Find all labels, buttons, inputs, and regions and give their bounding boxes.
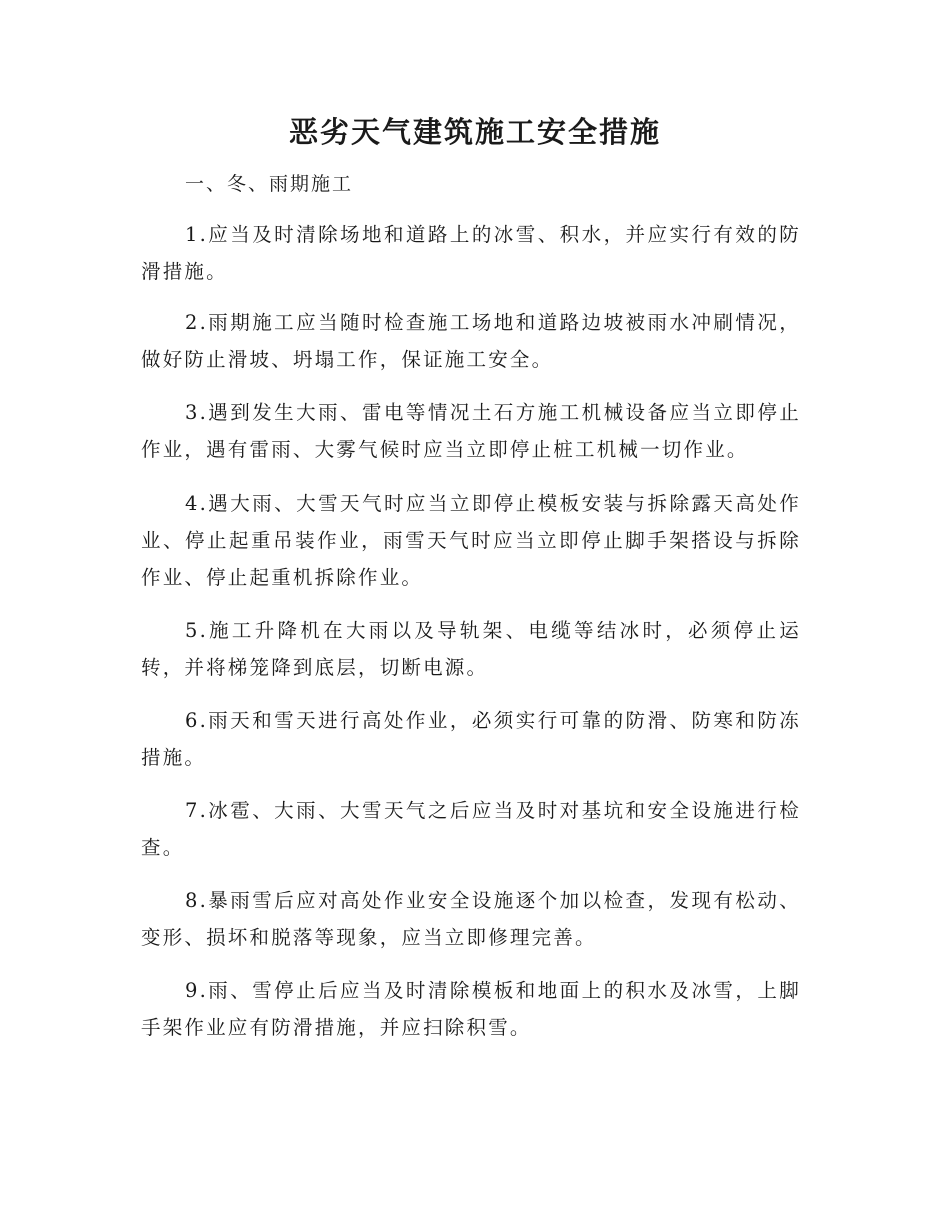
paragraph-2: 2.雨期施工应当随时检查施工场地和道路边坡被雨水冲刷情况，做好防止滑坡、坍塌工作，保证施工安全。: [141, 311, 801, 371]
paragraph-9: 9.雨、雪停止后应当及时清除模板和地面上的积水及冰雪，上脚手架作业应有防滑措施，并应扫除积雪。: [141, 979, 801, 1039]
paragraph-4: 4.遇大雨、大雪天气时应当立即停止模板安装与拆除露天高处作业、停止起重吊装作业，雨雪天气时应当立即停止脚手架搭设与拆除作业、停止起重机拆除作业。: [141, 492, 801, 589]
paragraph-1: 1.应当及时清除场地和道路上的冰雪、积水，并应实行有效的防滑措施。: [141, 223, 801, 283]
section-heading: 一、冬、雨期施工: [185, 173, 354, 195]
document-title: 恶劣天气建筑施工安全措施: [288, 115, 661, 149]
paragraph-3: 3.遇到发生大雨、雷电等情况土石方施工机械设备应当立即停止作业，遇有雷雨、大雾气候时应当立即停止桩工机械一切作业。: [141, 401, 801, 461]
paragraph-5: 5.施工升降机在大雨以及导轨架、电缆等结冰时，必须停止运转，并将梯笼降到底层，切断电源。: [141, 619, 801, 679]
paragraph-6: 6.雨天和雪天进行高处作业，必须实行可靠的防滑、防寒和防冻措施。: [141, 709, 801, 769]
paragraph-7: 7.冰雹、大雨、大雪天气之后应当及时对基坑和安全设施进行检查。: [141, 799, 801, 859]
paragraph-8: 8.暴雨雪后应对高处作业安全设施逐个加以检查，发现有松动、变形、损坏和脱落等现象，应当立即修理完善。: [141, 889, 801, 949]
